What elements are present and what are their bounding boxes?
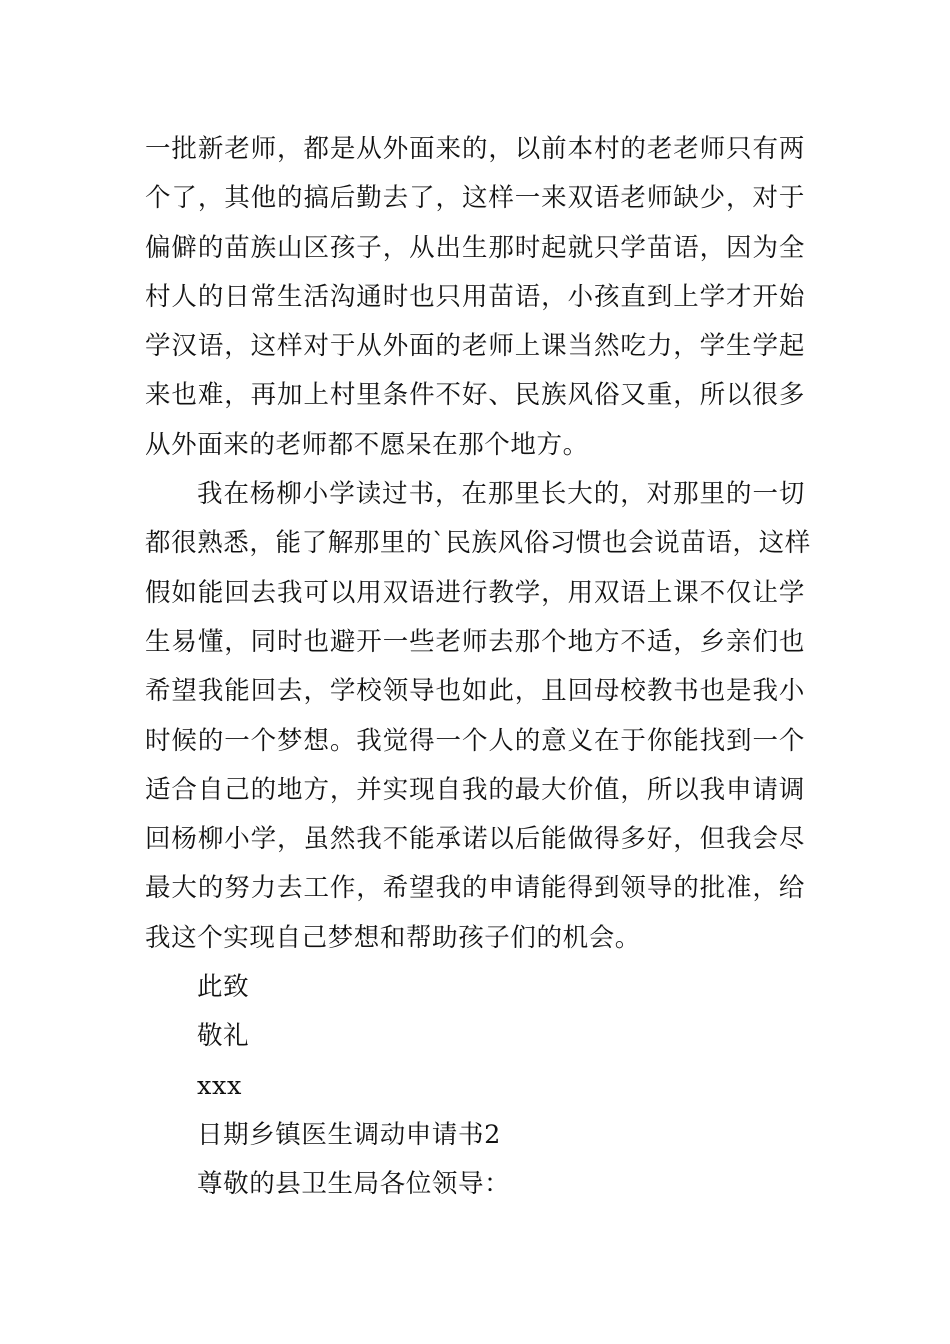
signature: xxx: [197, 1070, 242, 1101]
text-line: 都很熟悉，能了解那里的`民族风俗习惯也会说苗语，这样: [145, 528, 811, 559]
text-line: 我这个实现自己梦想和帮助孩子们的机会。: [145, 922, 641, 953]
text-line: 学汉语，这样对于从外面的老师上课当然吃力，学生学起: [145, 331, 805, 362]
text-line: 从外面来的老师都不愿呆在那个地方。: [145, 429, 589, 460]
text-line: 一批新老师，都是从外面来的，以前本村的老老师只有两: [145, 134, 805, 164]
text-line: 个了，其他的搞后勤去了，这样一来双语老师缺少，对于: [145, 183, 805, 214]
text-line: 来也难，再加上村里条件不好、民族风俗又重，所以很多: [145, 380, 805, 411]
text-line: 生易懂，同时也避开一些老师去那个地方不适，乡亲们也: [145, 626, 805, 657]
text-line: 村人的日常生活沟通时也只用苗语，小孩直到上学才开始: [145, 281, 805, 312]
text-line: 最大的努力去工作，希望我的申请能得到领导的批准，给: [145, 873, 805, 904]
text-line: 希望我能回去，学校领导也如此，且回母校教书也是我小: [145, 676, 805, 707]
closing-salutation: 此致: [197, 972, 250, 1003]
closing-regards: 敬礼: [197, 1021, 250, 1052]
letter-closing: [145, 963, 805, 1209]
text-line: 回杨柳小学，虽然我不能承诺以后能做得多好，但我会尽: [145, 824, 805, 855]
text-line: 时候的一个梦想。我觉得一个人的意义在于你能找到一个: [145, 725, 805, 756]
letter-body: [145, 125, 811, 1210]
paragraph-continuation: [145, 125, 805, 470]
text-line: 假如能回去我可以用双语进行教学，用双语上课不仅让学: [145, 577, 805, 608]
paragraph-request-reason: [145, 470, 811, 963]
next-letter-greeting: 尊敬的县卫生局各位领导：: [197, 1169, 511, 1200]
date-and-next-title: 日期乡镇医生调动申请书2: [197, 1119, 501, 1150]
text-line: 我在杨柳小学读过书，在那里长大的，对那里的一切: [197, 479, 805, 510]
text-line: 适合自己的地方，并实现自我的最大价值，所以我申请调: [145, 774, 805, 805]
text-line: 偏僻的苗族山区孩子，从出生那时起就只学苗语，因为全: [145, 232, 805, 263]
